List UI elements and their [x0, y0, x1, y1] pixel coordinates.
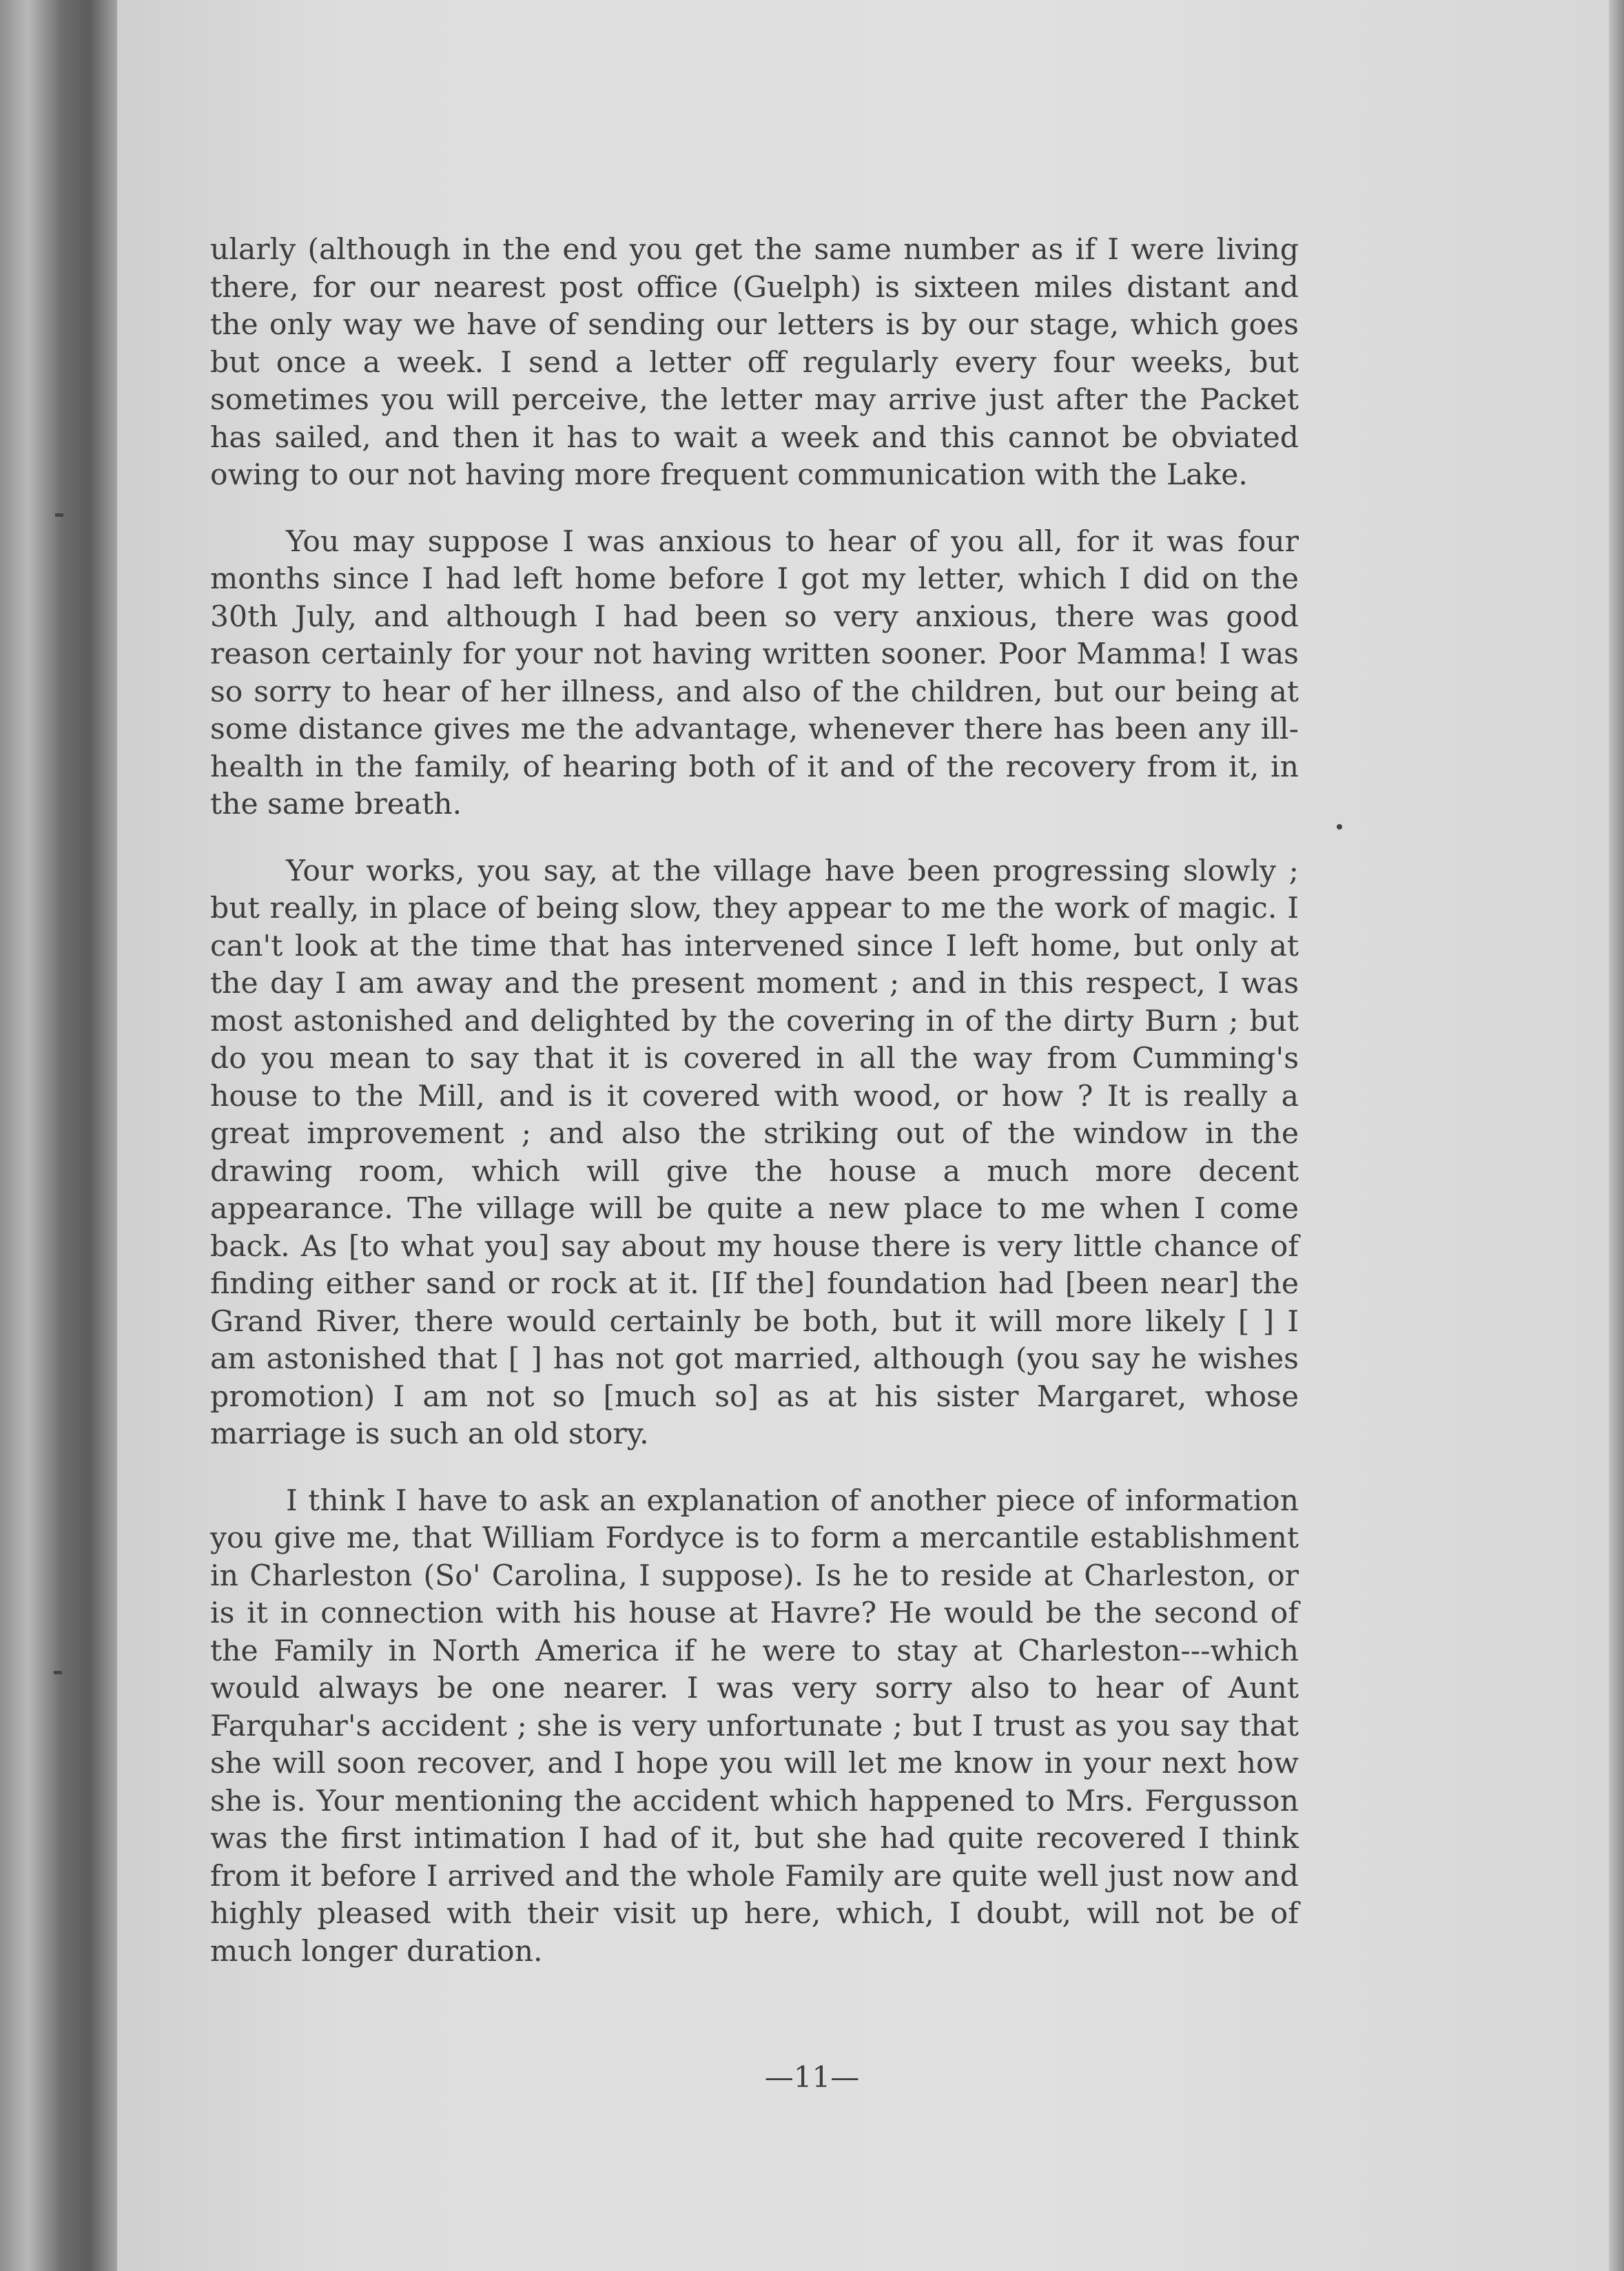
book-gutter: [0, 0, 121, 2271]
page-edge: [1609, 0, 1624, 2271]
page-number: —11—: [764, 2060, 860, 2094]
paragraph: Your works, you say, at the village have been progressing slowly ; but really, in place of being slow, they appear to me the work of magic. I can't look at the time that has intervened since I left home, but only at the day I am away and the present moment ; and in this respect, I was most astonished and delighted by the covering in of the dirty Burn ; but do you mean to say that it is covered in all the way from Cumming's house to the Mill, and is it covered with wood, or how ? It is really a great improvement ; and also the striking out of the window in the drawing room, which will give the house a much more decent appearance. The village will be quite a new place to me when I come back. As [to what you] say about my house there is very little chance of finding either sand or rock at it. [If the] foundation had [been near] the Grand River, there would certainly be both, but it will more likely [ ] I am astonished that [ ] has not got married, although (you say he wishes promotion) I am not so [much so] as at his sister Margaret, whose marriage is such an old story.: [210, 854, 1299, 1451]
paragraph: I think I have to ask an explanation of another piece of information you give me, that William Fordyce is to form a mercantile establishment in Charleston (So' Carolina, I suppose). Is he to reside at Charleston, or is it in connection with his house at Havre? He would be the second of the Family in North America if he were to stay at Charleston---which would always be one nearer. I was very sorry also to hear of Aunt Farquhar's accident ; she is very unfortunate ; but I trust as you say that she will soon recover, and I hope you will let me know in your next how she is. Your mentioning the accident which happened to Mrs. Fergusson was the first intimation I had of it, but she had quite recovered I think from it before I arrived and the whole Family are quite well just now and highly pleased with their visit up here, which, I doubt, will not be of much longer duration.: [210, 1483, 1299, 1969]
margin-mark: [1337, 824, 1342, 830]
margin-mark: [54, 1671, 62, 1674]
margin-mark: [55, 513, 63, 517]
paragraph: ularly (although in the end you get the same number as if I were living there, for our nearest post office (Guelph) is sixteen miles distant and the only way we have of sending our letters is by our stage, which goes but once a week. I send a letter off regularly every four weeks, but sometimes you will perceive, the letter may arrive just after the Packet has sailed, and then it has to wait a week and this cannot be obviated owing to our not having more frequent communication with the Lake.: [210, 233, 1299, 492]
body-text: [210, 232, 1299, 2000]
paragraph: You may suppose I was anxious to hear of you all, for it was four months since I had left home before I got my letter, which I did on the 30th July, and although I had been so very anxious, there was good reason certainly for your not having written sooner. Poor Mamma! I was so sorry to hear of her illness, and also of the children, but our being at some distance gives me the advantage, whenever there has been any ill-health in the family, of hearing both of it and of the recovery from it, in the same breath.: [210, 524, 1299, 821]
